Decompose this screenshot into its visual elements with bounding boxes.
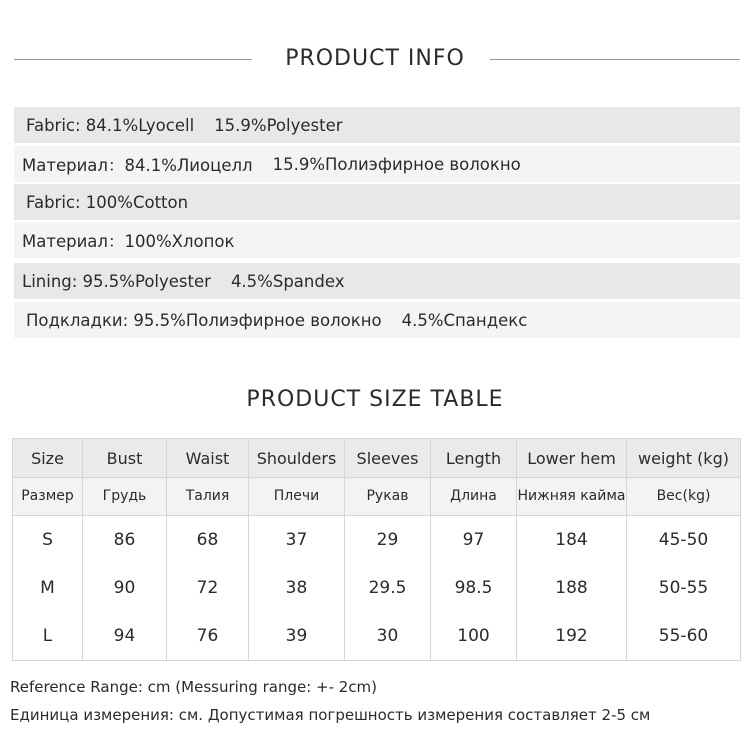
table-cell: 188 xyxy=(517,564,627,612)
info-row-text: Материал：100%Хлопок xyxy=(22,232,235,251)
table-cell: M xyxy=(13,564,83,612)
info-row xyxy=(14,302,740,338)
table-header-row-ru xyxy=(13,478,741,516)
size-table-title: PRODUCT SIZE TABLE xyxy=(246,387,504,412)
table-cell: 76 xyxy=(167,612,249,661)
product-info-heading xyxy=(0,44,750,74)
info-row-text: Fabric: 100%Cotton xyxy=(26,192,189,212)
table-header-cell: Талия xyxy=(167,478,249,516)
table-cell: 100 xyxy=(431,612,517,661)
table-cell: 39 xyxy=(249,612,345,661)
info-row-text: Fabric: 84.1%Lyocell xyxy=(26,115,195,135)
table-row xyxy=(13,564,741,612)
table-cell: 50-55 xyxy=(627,564,741,612)
table-cell: 192 xyxy=(517,612,627,661)
table-header-cell: Рукав xyxy=(345,478,431,516)
product-info-title: PRODUCT INFO xyxy=(285,46,465,71)
table-cell: 72 xyxy=(167,564,249,612)
table-cell: 29 xyxy=(345,516,431,565)
size-table xyxy=(12,438,741,661)
table-cell: 55-60 xyxy=(627,612,741,661)
table-row xyxy=(13,612,741,661)
info-row-text: Подкладки: 95.5%Полиэфирное волокно xyxy=(26,310,382,330)
info-row xyxy=(14,184,740,220)
table-header-cell: Плечи xyxy=(249,478,345,516)
table-header-cell: Нижняя кайма xyxy=(517,478,627,516)
info-row-text: Lining: 95.5%Polyester xyxy=(22,271,211,291)
table-cell: 45-50 xyxy=(627,516,741,565)
table-cell: 98.5 xyxy=(431,564,517,612)
table-cell: 94 xyxy=(83,612,167,661)
divider-right xyxy=(490,59,740,60)
size-table-heading xyxy=(0,385,750,415)
table-cell: 68 xyxy=(167,516,249,565)
info-row-text: 4.5%Spandex xyxy=(230,271,345,291)
table-header-cell: Вес(kg) xyxy=(627,478,741,516)
table-header-cell: Shoulders xyxy=(249,439,345,478)
table-cell: 38 xyxy=(249,564,345,612)
divider-left xyxy=(14,59,252,60)
table-cell: 86 xyxy=(83,516,167,565)
reference-note-en: Reference Range: cm (Messuring range: +- 2cm) xyxy=(10,678,378,696)
table-cell: 30 xyxy=(345,612,431,661)
table-cell: S xyxy=(13,516,83,565)
info-row-text: 4.5%Спандекс xyxy=(401,310,528,330)
table-cell: 29.5 xyxy=(345,564,431,612)
info-row-text: Материал：84.1%Лиоцелл xyxy=(22,156,253,175)
table-cell: 37 xyxy=(249,516,345,565)
table-cell: 90 xyxy=(83,564,167,612)
reference-note-ru: Единица измерения: см. Допустимая погрешность измерения составляет 2-5 см xyxy=(10,706,651,724)
info-row-text: 15.9%Полиэфирное волокно xyxy=(272,154,521,174)
table-header-cell: Waist xyxy=(167,439,249,478)
table-header-cell: Длина xyxy=(431,478,517,516)
table-header-cell: Грудь xyxy=(83,478,167,516)
table-cell: 184 xyxy=(517,516,627,565)
table-cell: 97 xyxy=(431,516,517,565)
info-row xyxy=(14,263,740,299)
table-header-cell: Размер xyxy=(13,478,83,516)
info-row xyxy=(14,107,740,143)
info-row xyxy=(14,146,740,182)
info-row xyxy=(14,222,740,258)
table-header-cell: weight (kg) xyxy=(627,439,741,478)
table-header-cell: Size xyxy=(13,439,83,478)
info-row-text: 15.9%Polyester xyxy=(214,115,343,135)
table-header-cell: Bust xyxy=(83,439,167,478)
table-header-cell: Sleeves xyxy=(345,439,431,478)
table-row xyxy=(13,516,741,565)
table-header-row-en xyxy=(13,439,741,478)
table-header-cell: Lower hem xyxy=(517,439,627,478)
table-header-cell: Length xyxy=(431,439,517,478)
table-cell: L xyxy=(13,612,83,661)
